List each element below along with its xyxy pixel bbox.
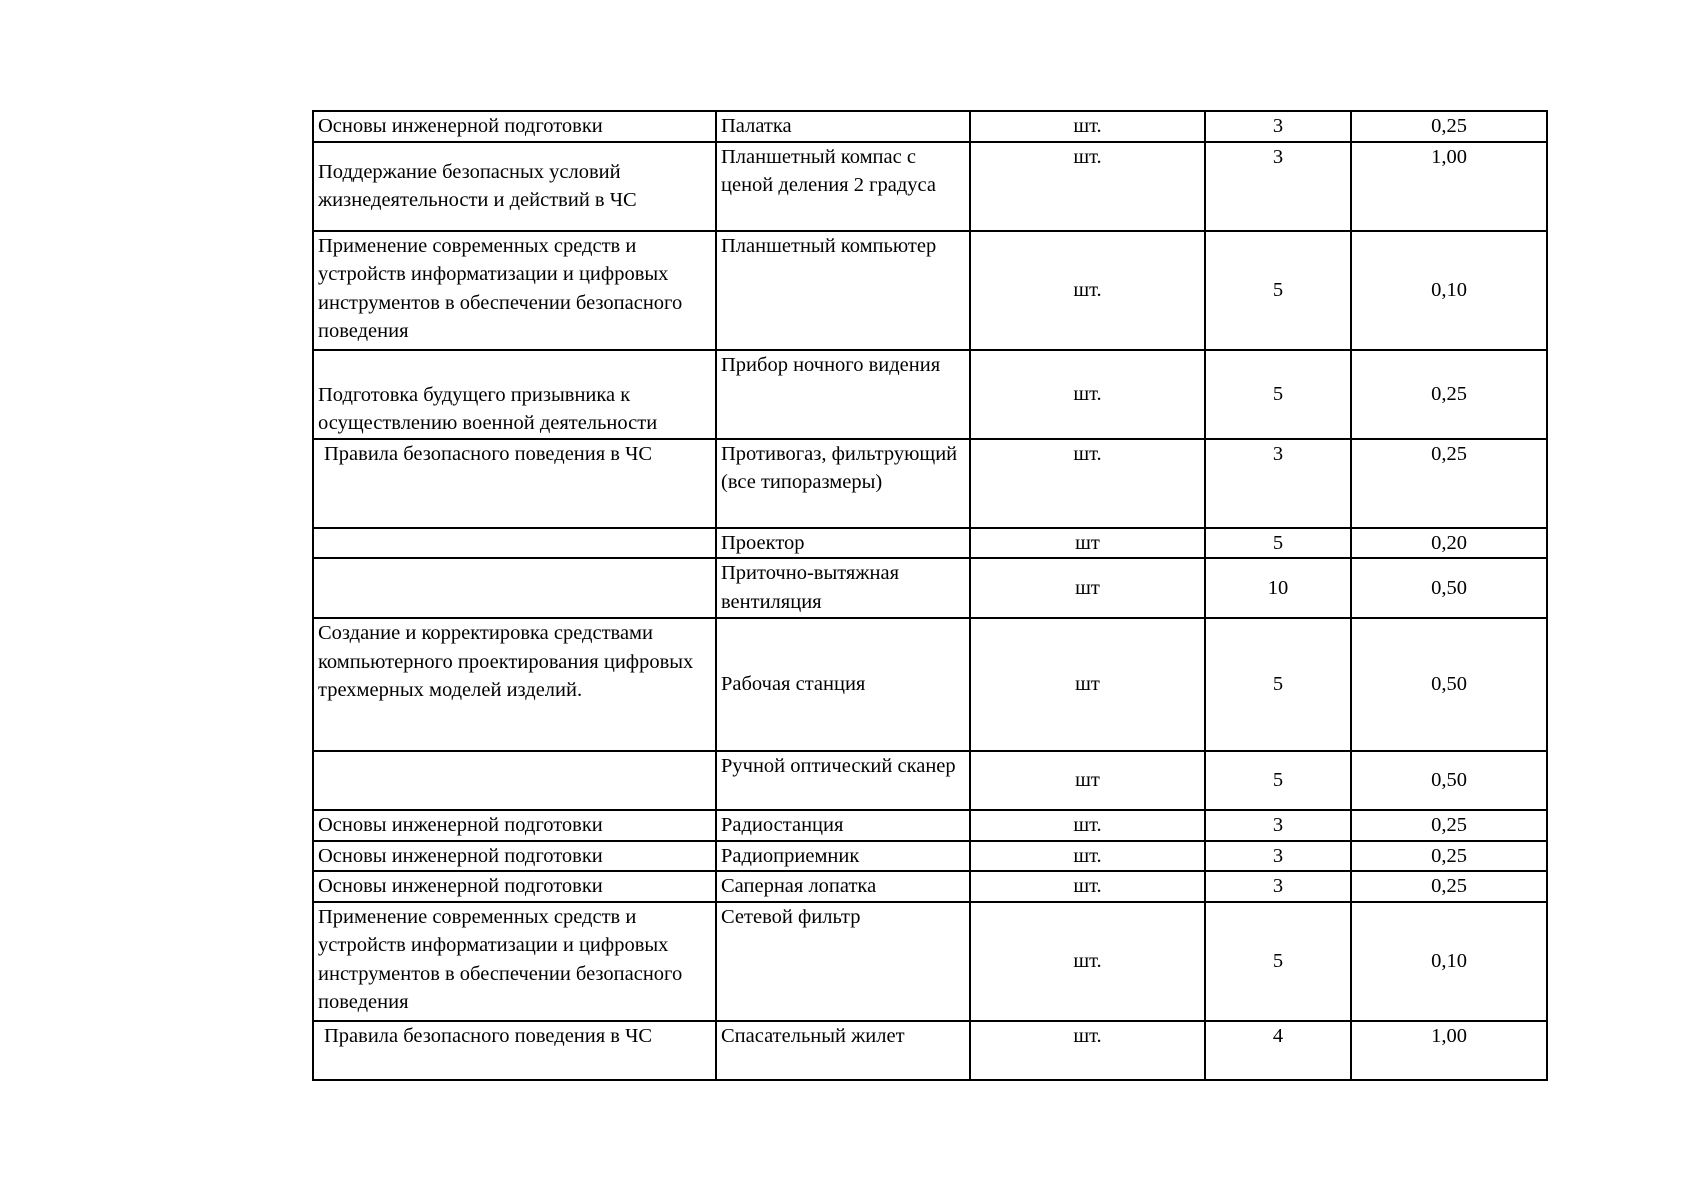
norm-cell: 1,00 xyxy=(1351,142,1547,231)
unit-cell: шт xyxy=(970,558,1205,618)
norm-cell: 0,10 xyxy=(1351,902,1547,1021)
table-row xyxy=(313,111,1547,142)
quantity-cell: 5 xyxy=(1205,231,1351,350)
table-row xyxy=(313,871,1547,902)
quantity-cell: 5 xyxy=(1205,902,1351,1021)
item-cell: Спасательный жилет xyxy=(716,1021,970,1080)
table-row xyxy=(313,902,1547,1021)
table-row xyxy=(313,841,1547,872)
section-cell: Подготовка будущего призывника к осуществлению военной деятельности xyxy=(313,350,716,439)
table-row xyxy=(313,528,1547,559)
item-cell: Противогаз, фильтрующий (все типоразмеры) xyxy=(716,439,970,528)
table-row xyxy=(313,810,1547,841)
quantity-cell: 3 xyxy=(1205,810,1351,841)
section-cell: Основы инженерной подготовки xyxy=(313,111,716,142)
quantity-cell: 5 xyxy=(1205,618,1351,751)
table-row xyxy=(313,142,1547,231)
table-row xyxy=(313,558,1547,618)
table-row xyxy=(313,751,1547,810)
quantity-cell: 5 xyxy=(1205,350,1351,439)
item-cell: Планшетный компьютер xyxy=(716,231,970,350)
norm-cell: 1,00 xyxy=(1351,1021,1547,1080)
norm-cell: 0,50 xyxy=(1351,751,1547,810)
section-cell xyxy=(313,558,716,618)
norm-cell: 0,25 xyxy=(1351,841,1547,872)
item-cell: Рабочая станция xyxy=(716,618,970,751)
section-cell: Основы инженерной подготовки xyxy=(313,810,716,841)
norm-cell: 0,25 xyxy=(1351,350,1547,439)
norm-cell: 0,50 xyxy=(1351,558,1547,618)
item-cell: Палатка xyxy=(716,111,970,142)
quantity-cell: 3 xyxy=(1205,111,1351,142)
norm-cell: 0,25 xyxy=(1351,871,1547,902)
norm-cell: 0,25 xyxy=(1351,439,1547,528)
norm-cell: 0,10 xyxy=(1351,231,1547,350)
quantity-cell: 4 xyxy=(1205,1021,1351,1080)
item-cell: Планшетный компас с ценой деления 2 градуса xyxy=(716,142,970,231)
quantity-cell: 3 xyxy=(1205,142,1351,231)
table-row xyxy=(313,618,1547,751)
quantity-cell: 3 xyxy=(1205,871,1351,902)
section-cell: Правила безопасного поведения в ЧС xyxy=(313,439,716,528)
norm-cell: 0,25 xyxy=(1351,810,1547,841)
unit-cell: шт. xyxy=(970,1021,1205,1080)
item-cell: Прибор ночного видения xyxy=(716,350,970,439)
section-cell: Основы инженерной подготовки xyxy=(313,841,716,872)
unit-cell: шт xyxy=(970,528,1205,559)
norm-cell: 0,50 xyxy=(1351,618,1547,751)
unit-cell: шт xyxy=(970,751,1205,810)
section-cell: Правила безопасного поведения в ЧС xyxy=(313,1021,716,1080)
table-row xyxy=(313,350,1547,439)
unit-cell: шт. xyxy=(970,871,1205,902)
table-row xyxy=(313,439,1547,528)
item-cell: Радиостанция xyxy=(716,810,970,841)
norm-cell: 0,25 xyxy=(1351,111,1547,142)
quantity-cell: 3 xyxy=(1205,841,1351,872)
section-cell xyxy=(313,751,716,810)
table-row xyxy=(313,1021,1547,1080)
item-cell: Саперная лопатка xyxy=(716,871,970,902)
section-cell: Основы инженерной подготовки xyxy=(313,871,716,902)
unit-cell: шт. xyxy=(970,902,1205,1021)
quantity-cell: 3 xyxy=(1205,439,1351,528)
unit-cell: шт. xyxy=(970,231,1205,350)
section-cell xyxy=(313,528,716,559)
item-cell: Приточно-вытяжная вентиляция xyxy=(716,558,970,618)
section-cell: Поддержание безопасных условий жизнедеятельности и действий в ЧС xyxy=(313,142,716,231)
unit-cell: шт. xyxy=(970,350,1205,439)
section-cell: Применение современных средств и устройств информатизации и цифровых инструментов в обеспечении безопасного поведения xyxy=(313,902,716,1021)
unit-cell: шт xyxy=(970,618,1205,751)
equipment-table xyxy=(312,110,1548,1081)
section-cell: Создание и корректировка средствами компьютерного проектирования цифровых трехмерных моделей изделий. xyxy=(313,618,716,751)
unit-cell: шт. xyxy=(970,841,1205,872)
quantity-cell: 5 xyxy=(1205,751,1351,810)
item-cell: Ручной оптический сканер xyxy=(716,751,970,810)
quantity-cell: 5 xyxy=(1205,528,1351,559)
item-cell: Проектор xyxy=(716,528,970,559)
table-row xyxy=(313,231,1547,350)
unit-cell: шт. xyxy=(970,810,1205,841)
quantity-cell: 10 xyxy=(1205,558,1351,618)
section-cell: Применение современных средств и устройств информатизации и цифровых инструментов в обеспечении безопасного поведения xyxy=(313,231,716,350)
item-cell: Радиоприемник xyxy=(716,841,970,872)
norm-cell: 0,20 xyxy=(1351,528,1547,559)
unit-cell: шт. xyxy=(970,439,1205,528)
unit-cell: шт. xyxy=(970,142,1205,231)
item-cell: Сетевой фильтр xyxy=(716,902,970,1021)
unit-cell: шт. xyxy=(970,111,1205,142)
